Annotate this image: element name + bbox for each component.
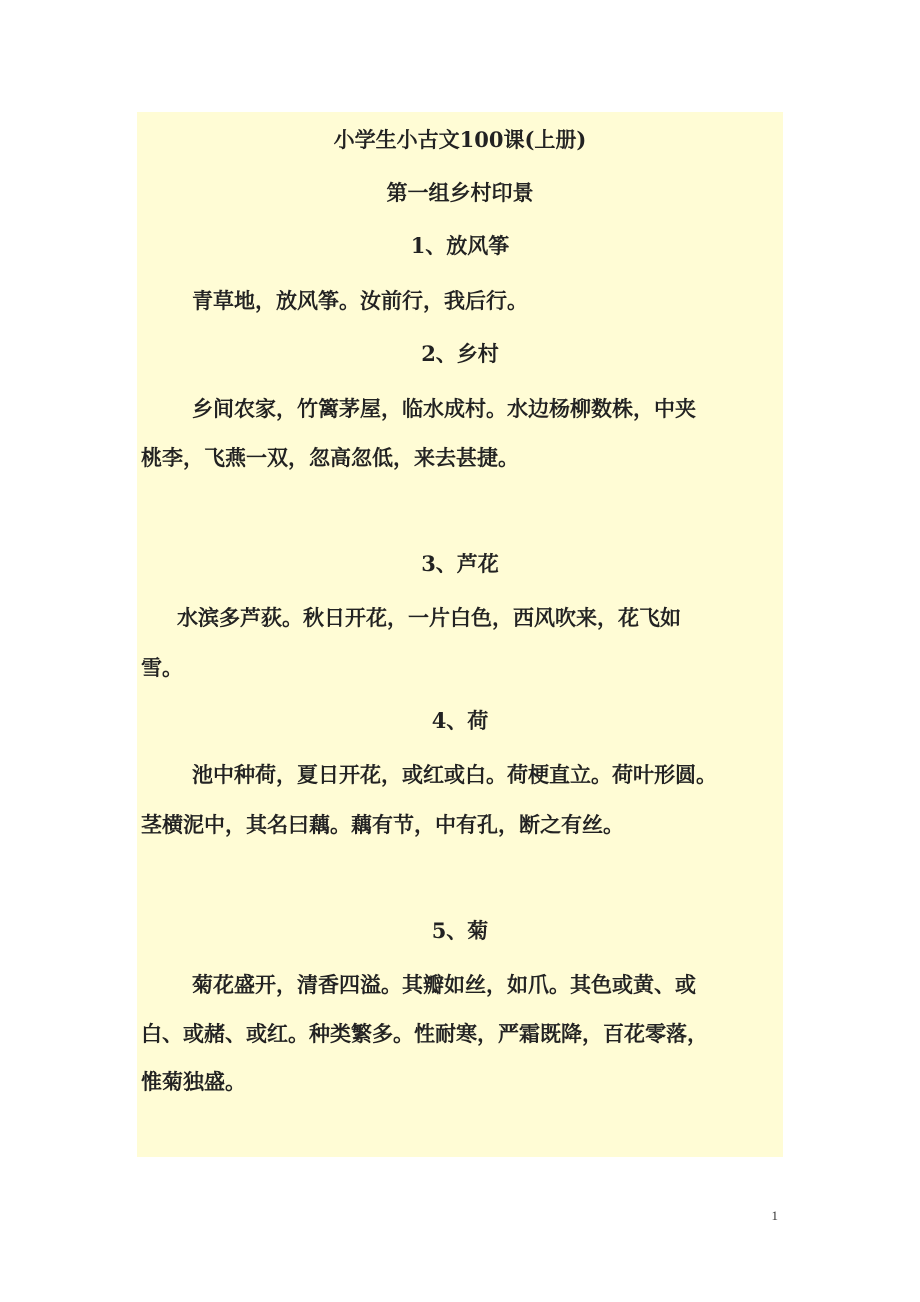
lesson-text-line: 茎横泥中，其名曰藕。藕有节，中有孔，断之有丝。: [141, 812, 624, 837]
lesson-text-line: 惟菊独盛。: [141, 1069, 246, 1094]
lesson-heading: 5、菊: [431, 918, 489, 943]
lesson-text-line: 雪。: [141, 655, 183, 680]
lesson-text-line: 池中种荷，夏日开花，或红或白。荷梗直立。荷叶形圆。: [192, 762, 717, 787]
lesson-text-line: 桃李，飞燕一双，忽高忽低，来去甚捷。: [141, 445, 519, 470]
lesson-text-line: 青草地，放风筝。汝前行，我后行。: [192, 288, 528, 313]
lesson-heading: 3、芦花: [421, 551, 499, 576]
lesson-text-line: 白、或赭、或红。种类繁多。性耐寒，严霜既降，百花零落，: [141, 1021, 708, 1046]
lesson-text-line: 水滨多芦荻。秋日开花，一片白色，西风吹来，花飞如: [177, 605, 681, 630]
document-title: 小学生小古文100课(上册): [333, 127, 587, 152]
content-panel: [137, 112, 783, 1157]
lesson-text-line: 菊花盛开，清香四溢。其瓣如丝，如爪。其色或黄、或: [192, 972, 696, 997]
group-title: 第一组乡村印景: [386, 180, 534, 205]
lesson-heading: 2、乡村: [421, 341, 499, 366]
lesson-heading: 1、放风筝: [410, 233, 510, 258]
page-number: 1: [771, 1208, 778, 1223]
lesson-heading: 4、荷: [431, 708, 489, 733]
lesson-text-line: 乡间农家，竹篱茅屋，临水成村。水边杨柳数株，中夹: [192, 396, 696, 421]
